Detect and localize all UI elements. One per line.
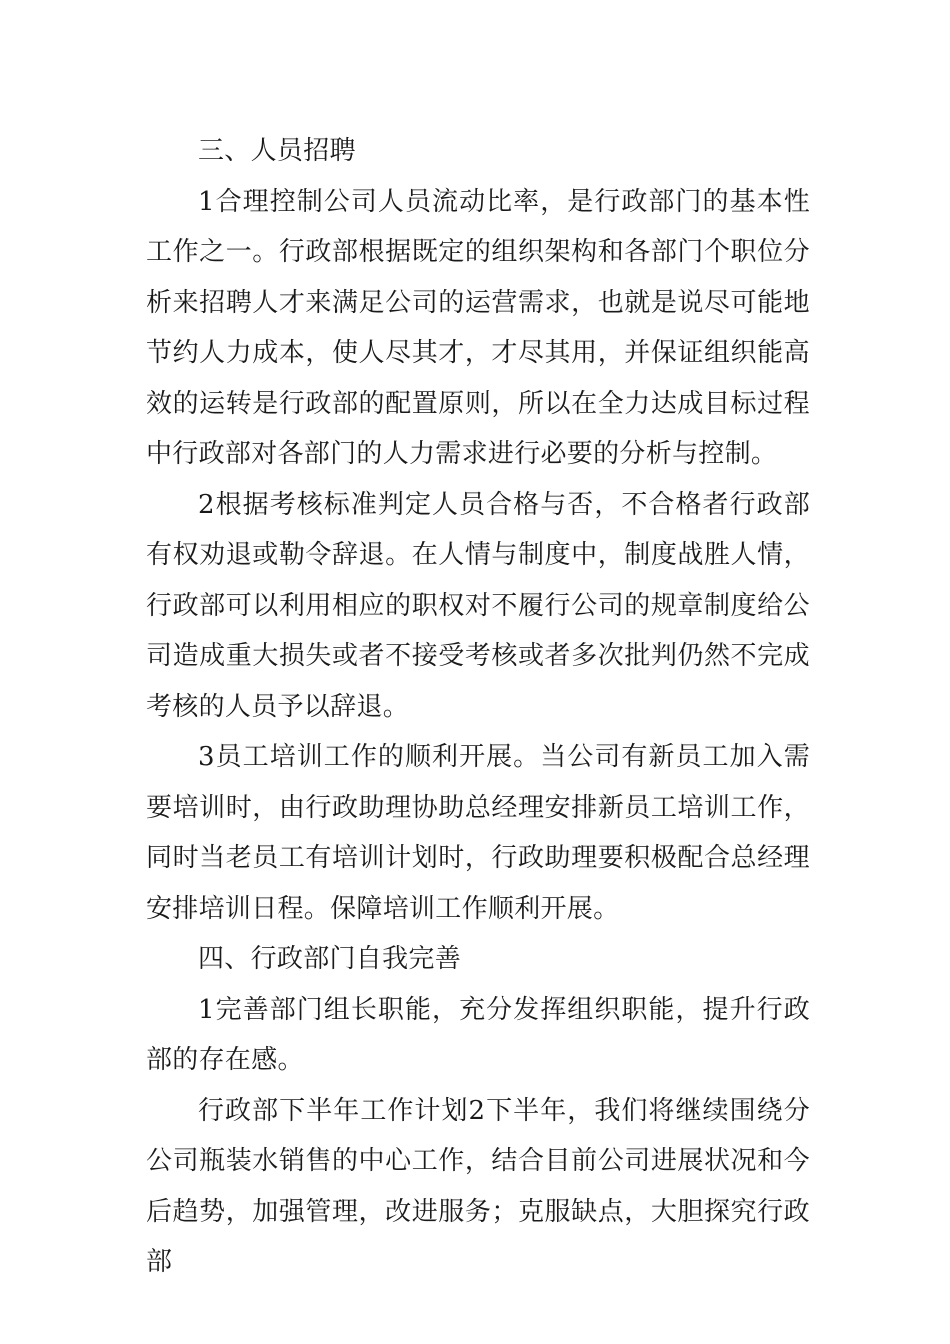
- paragraph-team-leader: 1完善部门组长职能，充分发挥组织职能，提升行政部的存在感。: [146, 994, 810, 1075]
- section-heading-recruitment: 三、人员招聘: [198, 136, 356, 166]
- section-heading-self-improvement: 四、行政部门自我完善: [198, 944, 462, 974]
- paragraph-assessment: 2根据考核标准判定人员合格与否，不合格者行政部有权劝退或勒令辞退。在人情与制度中，制度战胜人情，行政部可以利用相应的职权对不履行公司的规章制度给公司造成重大损失或者不接受考核或者多次批判仍然不完成考核的人员予以辞退。: [146, 489, 810, 722]
- document-page: [146, 126, 810, 1288]
- paragraph-turnover-control: 1合理控制公司人员流动比率，是行政部门的基本性工作之一。行政部根据既定的组织架构和各部门个职位分析来招聘人才来满足公司的运营需求，也就是说尽可能地节约人力成本，使人尽其才，才尽其用，并保证组织能高效的运转是行政部的配置原则，所以在全力达成目标过程中行政部对各部门的人力需求进行必要的分析与控制。: [146, 186, 810, 469]
- paragraph-training: 3员工培训工作的顺利开展。当公司有新员工加入需要培训时，由行政助理协助总经理安排新员工培训工作，同时当老员工有培训计划时，行政助理要积极配合总经理安排培训日程。保障培训工作顺利开展。: [146, 742, 810, 924]
- paragraph-second-half-plan: 行政部下半年工作计划2下半年，我们将继续围绕分公司瓶装水销售的中心工作，结合目前公司进展状况和今后趋势，加强管理，改进服务；克服缺点，大胆探究行政部: [146, 1095, 810, 1277]
